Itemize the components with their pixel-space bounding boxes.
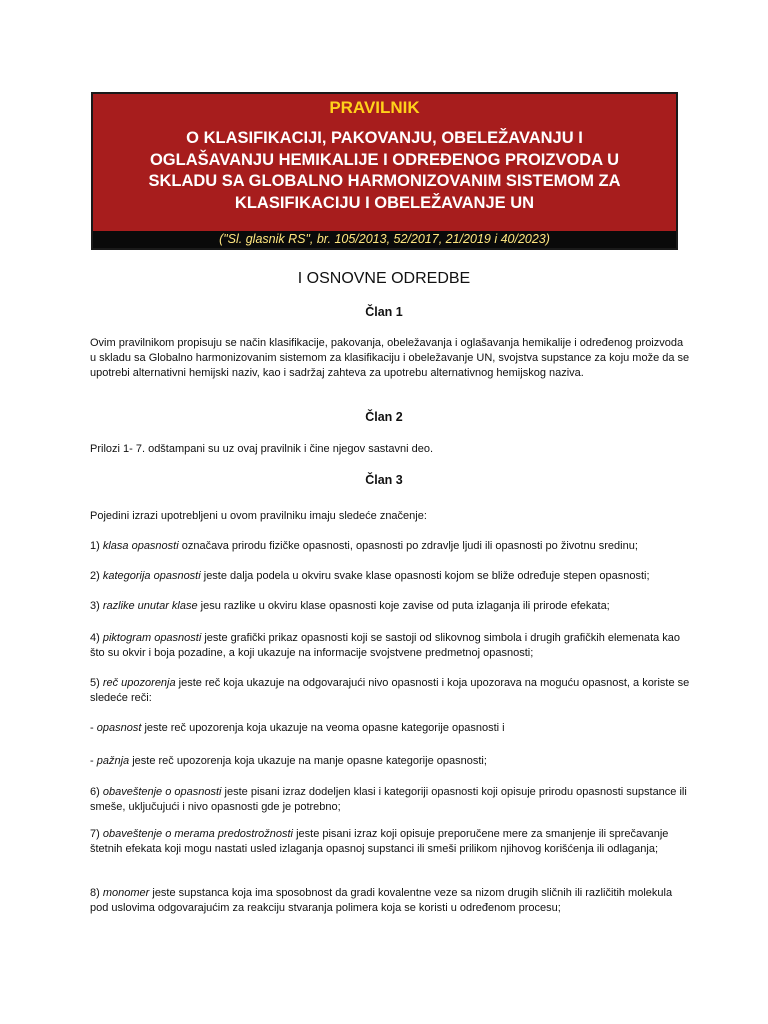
defined-term: reč upozorenja bbox=[102, 677, 176, 689]
subtitle-line: KLASIFIKACIJU I OBELEŽAVANJE UN bbox=[234, 193, 535, 212]
definition-item: 4) piktogram opasnosti jeste grafički prikaz opasnosti koji se sastoji od slikovnog simbola i drugih grafičkih elemenata kao što su okvir i boja pozadine, a koji ukazuje na informacije svojstvene predmetnoj opasnosti; bbox=[90, 632, 681, 659]
definition-item: 7) obaveštenje o merama predostrožnosti jeste pisani izraz koji opisuje preporučene mere za smanjenje ili sprečavanje štetnih efekata koji mogu nastati usled izlaganja opasnoj supstanci ili smeši prilikom njihovog korišćenja ili odlaganja; bbox=[90, 828, 669, 855]
defined-term: piktogram opasnosti bbox=[102, 632, 202, 644]
section-title: I OSNOVNE ODREDBE bbox=[297, 270, 471, 287]
definition-item: 5) reč upozorenja jeste reč koja ukazuje na odgovarajući nivo opasnosti i koja upozorava na moguću opasnost, a koriste se sledeće reči: bbox=[90, 677, 690, 704]
article-heading: Član 2 bbox=[365, 410, 403, 424]
subtitle-line: O KLASIFIKACIJI, PAKOVANJU, OBELEŽAVANJU I bbox=[186, 129, 583, 147]
subtitle-line: SKLADU SA GLOBALNO HARMONIZOVANIM SISTEMOM ZA bbox=[148, 172, 621, 190]
definition-item: 6) obaveštenje o opasnosti jeste pisani izraz dodeljen klasi i kategoriji opasnosti koji opisuje prirodu opasnosti supstance ili smeše, uključujući i nivo opasnosti gde je potrebno; bbox=[90, 786, 687, 813]
article-intro: Pojedini izrazi upotrebljeni u ovom pravilniku imaju sledeće značenje: bbox=[90, 510, 427, 522]
document-subtitle bbox=[93, 128, 676, 214]
gazette-reference: ("Sl. glasnik RS", br. 105/2013, 52/2017, 21/2019 i 40/2023) bbox=[93, 231, 676, 248]
defined-term: obaveštenje o merama predostrožnosti bbox=[102, 828, 294, 840]
definition-item: 2) kategorija opasnosti jeste dalja podela u okviru svake klase opasnosti kojom se bliže određuje stepen opasnosti; bbox=[90, 570, 650, 582]
article-text: Ovim pravilnikom propisuju se način klasifikacije, pakovanja, obeležavanja i oglašavanja hemikalije i određenog proizvoda u skladu sa Globalno harmonizovanim sistemom za klasifikaciju i obeležavanje UN, svojstva supstance za koju može da se upotrebi alternativni hemijski naziv, kao i sadržaj zahteva za upotrebu alternativnog hemijskog naziva. bbox=[90, 337, 690, 379]
definition-item: 1) klasa opasnosti označava prirodu fizičke opasnosti, opasnosti po zdravlje ljudi ili opasnosti po životnu sredinu; bbox=[90, 540, 638, 552]
definition-subitem: - opasnost jeste reč upozorenja koja ukazuje na veoma opasne kategorije opasnosti i bbox=[90, 722, 505, 734]
defined-term: obaveštenje o opasnosti bbox=[102, 786, 222, 798]
article-heading: Član 1 bbox=[365, 305, 403, 319]
title-banner bbox=[91, 92, 678, 250]
article-heading: Član 3 bbox=[365, 473, 403, 487]
defined-term: razlike unutar klase bbox=[102, 600, 198, 612]
definition-item: 3) razlike unutar klase jesu razlike u okviru klase opasnosti koje zavise od puta izlaganja ili prirode efekata; bbox=[90, 600, 610, 612]
defined-term: kategorija opasnosti bbox=[102, 570, 201, 582]
defined-term: klasa opasnosti bbox=[102, 540, 179, 552]
article-text: Prilozi 1- 7. odštampani su uz ovaj pravilnik i čine njegov sastavni deo. bbox=[90, 443, 434, 455]
defined-term: pažnja bbox=[96, 755, 130, 767]
defined-term: opasnost bbox=[96, 722, 142, 734]
definition-item: 8) monomer jeste supstanca koja ima sposobnost da gradi kovalentne veze sa nizom drugih sličnih ili različitih molekula pod uslovima odgovarajućim za reakciju stvaranja polimera koja se koristi u određenom procesu; bbox=[90, 887, 673, 914]
definition-subitem: - pažnja jeste reč upozorenja koja ukazuje na manje opasne kategorije opasnosti; bbox=[90, 755, 487, 767]
document-title: PRAVILNIK bbox=[329, 98, 420, 117]
subtitle-line: OGLAŠAVANJU HEMIKALIJE I ODREĐENOG PROIZVODA U bbox=[149, 150, 620, 169]
defined-term: monomer bbox=[102, 887, 150, 899]
